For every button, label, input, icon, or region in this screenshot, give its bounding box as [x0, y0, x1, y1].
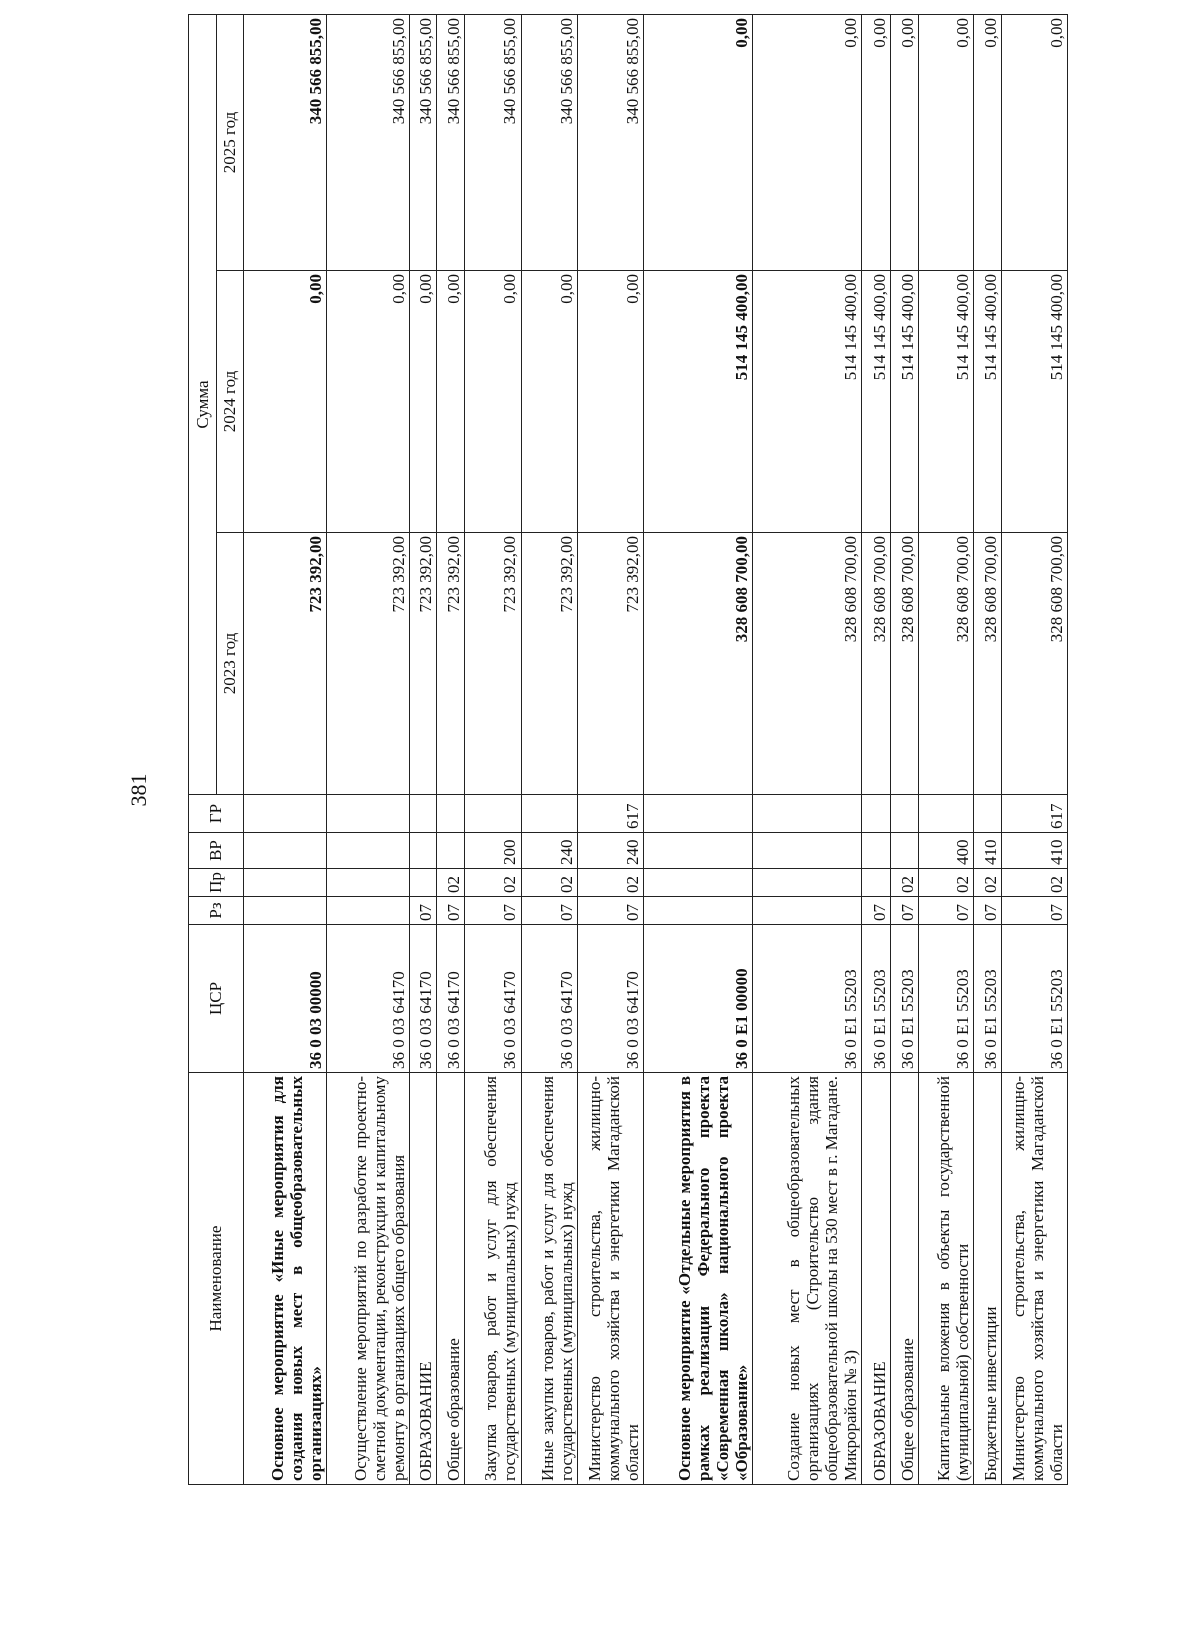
cell-2024: 0,00 [244, 271, 327, 533]
table-row [643, 14, 752, 1484]
cell-vr: 410 [1002, 833, 1068, 869]
cell-2023: 328 608 700,00 [862, 533, 890, 795]
cell-2023: 723 392,00 [464, 533, 521, 795]
cell-csr: 36 0 E1 00000 [643, 925, 752, 1073]
cell-2025: 0,00 [862, 14, 890, 270]
cell-pr: 02 [437, 869, 464, 897]
cell-vr [890, 833, 918, 869]
cell-name: Основное мероприятие «Иные мероприятия для создания новых мест в общеобразовательных организациях» [244, 1073, 327, 1485]
table-row [973, 14, 1001, 1484]
cell-2024: 514 145 400,00 [890, 271, 918, 533]
cell-pr [244, 869, 327, 897]
cell-2024: 514 145 400,00 [753, 271, 862, 533]
cell-csr: 36 0 03 00000 [244, 925, 327, 1073]
cell-csr: 36 0 03 64170 [437, 925, 464, 1073]
cell-gr [464, 795, 521, 833]
cell-vr: 200 [464, 833, 521, 869]
cell-rz: 07 [862, 897, 890, 925]
cell-2024: 0,00 [327, 271, 410, 533]
table-row [410, 14, 437, 1484]
cell-name: Основное мероприятие «Отдельные мероприятия в рамках реализации Федерального проекта «Современная школа» национального проекта «Образование» [643, 1073, 752, 1485]
header-pr: Пр [189, 869, 244, 897]
cell-csr: 36 0 03 64170 [327, 925, 410, 1073]
budget-table-container [188, 15, 1068, 1485]
cell-rz: 07 [1002, 897, 1068, 925]
table-row [753, 14, 862, 1484]
cell-gr [890, 795, 918, 833]
cell-2024: 0,00 [578, 271, 644, 533]
budget-table [188, 14, 1068, 1485]
cell-2025: 340 566 855,00 [410, 14, 437, 270]
cell-rz: 07 [890, 897, 918, 925]
cell-csr: 36 0 03 64170 [410, 925, 437, 1073]
cell-pr [327, 869, 410, 897]
cell-2024: 514 145 400,00 [1002, 271, 1068, 533]
cell-2023: 723 392,00 [327, 533, 410, 795]
cell-csr: 36 0 E1 55203 [919, 925, 974, 1073]
page-number: 381 [126, 773, 151, 807]
cell-pr [643, 869, 752, 897]
cell-gr [521, 795, 578, 833]
cell-gr [327, 795, 410, 833]
cell-gr [437, 795, 464, 833]
cell-rz: 07 [578, 897, 644, 925]
cell-rz: 07 [521, 897, 578, 925]
cell-name: Осуществление мероприятий по разработке проектно-сметной документации, реконструкции и капитальному ремонту в организациях общего образования [327, 1073, 410, 1485]
cell-name: Общее образование [437, 1073, 464, 1485]
cell-2024: 514 145 400,00 [643, 271, 752, 533]
cell-pr [753, 869, 862, 897]
cell-rz: 07 [464, 897, 521, 925]
cell-2025: 0,00 [973, 14, 1001, 270]
cell-pr: 02 [521, 869, 578, 897]
cell-gr [244, 795, 327, 833]
cell-pr: 02 [919, 869, 974, 897]
cell-rz [643, 897, 752, 925]
cell-name: Капитальные вложения в объекты государственной (муниципальной) собственности [919, 1073, 974, 1485]
cell-rz [244, 897, 327, 925]
cell-2024: 0,00 [464, 271, 521, 533]
cell-gr: 617 [578, 795, 644, 833]
cell-rz: 07 [973, 897, 1001, 925]
cell-2023: 723 392,00 [437, 533, 464, 795]
cell-vr [327, 833, 410, 869]
header-rz: Рз [189, 897, 244, 925]
table-row [578, 14, 644, 1484]
cell-2025: 0,00 [919, 14, 974, 270]
cell-2024: 0,00 [410, 271, 437, 533]
cell-vr: 400 [919, 833, 974, 869]
cell-rz [753, 897, 862, 925]
cell-vr: 240 [578, 833, 644, 869]
header-sum: Сумма [189, 14, 217, 794]
cell-csr: 36 0 E1 55203 [1002, 925, 1068, 1073]
cell-vr [862, 833, 890, 869]
cell-2023: 723 392,00 [521, 533, 578, 795]
cell-rz: 07 [410, 897, 437, 925]
cell-name: Закупка товаров, работ и услуг для обеспечения государственных (муниципальных) нужд [464, 1073, 521, 1485]
table-row [919, 14, 974, 1484]
cell-vr [643, 833, 752, 869]
cell-2025: 340 566 855,00 [521, 14, 578, 270]
cell-2024: 514 145 400,00 [862, 271, 890, 533]
header-csr: ЦСР [189, 925, 244, 1073]
cell-2025: 0,00 [643, 14, 752, 270]
cell-gr [643, 795, 752, 833]
cell-pr [862, 869, 890, 897]
header-vr: ВР [189, 833, 244, 869]
cell-vr [753, 833, 862, 869]
cell-2024: 0,00 [521, 271, 578, 533]
table-row [890, 14, 918, 1484]
cell-pr: 02 [973, 869, 1001, 897]
cell-rz: 07 [437, 897, 464, 925]
table-row [244, 14, 327, 1484]
header-2025: 2025 год [217, 14, 244, 270]
cell-2025: 340 566 855,00 [437, 14, 464, 270]
cell-pr: 02 [578, 869, 644, 897]
cell-rz: 07 [919, 897, 974, 925]
cell-vr [437, 833, 464, 869]
cell-gr [973, 795, 1001, 833]
cell-name: ОБРАЗОВАНИЕ [410, 1073, 437, 1485]
cell-2023: 723 392,00 [410, 533, 437, 795]
cell-name: Бюджетные инвестиции [973, 1073, 1001, 1485]
cell-2024: 514 145 400,00 [973, 271, 1001, 533]
cell-name: Создание новых мест в общеобразовательных организациях (Строительство здания общеобразовательной школы на 530 мест в г. Магадане. Микрорайон № 3) [753, 1073, 862, 1485]
table-row [521, 14, 578, 1484]
cell-2023: 328 608 700,00 [973, 533, 1001, 795]
cell-2025: 340 566 855,00 [578, 14, 644, 270]
cell-2023: 328 608 700,00 [1002, 533, 1068, 795]
cell-gr [862, 795, 890, 833]
cell-vr: 410 [973, 833, 1001, 869]
cell-name: ОБРАЗОВАНИЕ [862, 1073, 890, 1485]
cell-pr: 02 [464, 869, 521, 897]
cell-pr: 02 [890, 869, 918, 897]
cell-gr [919, 795, 974, 833]
cell-2023: 723 392,00 [578, 533, 644, 795]
cell-csr: 36 0 E1 55203 [973, 925, 1001, 1073]
cell-vr [244, 833, 327, 869]
table-row [862, 14, 890, 1484]
cell-2025: 340 566 855,00 [327, 14, 410, 270]
cell-vr [410, 833, 437, 869]
cell-name: Министерство строительства, жилищно-коммунального хозяйства и энергетики Магаданской области [578, 1073, 644, 1485]
cell-csr: 36 0 E1 55203 [753, 925, 862, 1073]
table-row [464, 14, 521, 1484]
cell-2024: 514 145 400,00 [919, 271, 974, 533]
cell-2023: 328 608 700,00 [919, 533, 974, 795]
cell-gr [410, 795, 437, 833]
table-row [1002, 14, 1068, 1484]
cell-2025: 340 566 855,00 [464, 14, 521, 270]
cell-2023: 328 608 700,00 [753, 533, 862, 795]
cell-2024: 0,00 [437, 271, 464, 533]
header-2023: 2023 год [217, 533, 244, 795]
cell-2025: 0,00 [1002, 14, 1068, 270]
cell-csr: 36 0 03 64170 [521, 925, 578, 1073]
header-name: Наименование [189, 1073, 244, 1485]
cell-2023: 328 608 700,00 [643, 533, 752, 795]
cell-2025: 0,00 [890, 14, 918, 270]
header-gr: ГР [189, 795, 244, 833]
cell-gr [753, 795, 862, 833]
cell-gr: 617 [1002, 795, 1068, 833]
header-2024: 2024 год [217, 271, 244, 533]
cell-csr: 36 0 E1 55203 [862, 925, 890, 1073]
cell-name: Иные закупки товаров, работ и услуг для обеспечения государственных (муниципальных) нужд [521, 1073, 578, 1485]
cell-name: Общее образование [890, 1073, 918, 1485]
cell-name: Министерство строительства, жилищно-коммунального хозяйства и энергетики Магаданской области [1002, 1073, 1068, 1485]
cell-2025: 340 566 855,00 [244, 14, 327, 270]
cell-rz [327, 897, 410, 925]
cell-pr [410, 869, 437, 897]
cell-2025: 0,00 [753, 14, 862, 270]
table-row [327, 14, 410, 1484]
cell-pr: 02 [1002, 869, 1068, 897]
cell-csr: 36 0 E1 55203 [890, 925, 918, 1073]
cell-csr: 36 0 03 64170 [578, 925, 644, 1073]
cell-vr: 240 [521, 833, 578, 869]
cell-2023: 328 608 700,00 [890, 533, 918, 795]
table-row [437, 14, 464, 1484]
cell-2023: 723 392,00 [244, 533, 327, 795]
cell-csr: 36 0 03 64170 [464, 925, 521, 1073]
